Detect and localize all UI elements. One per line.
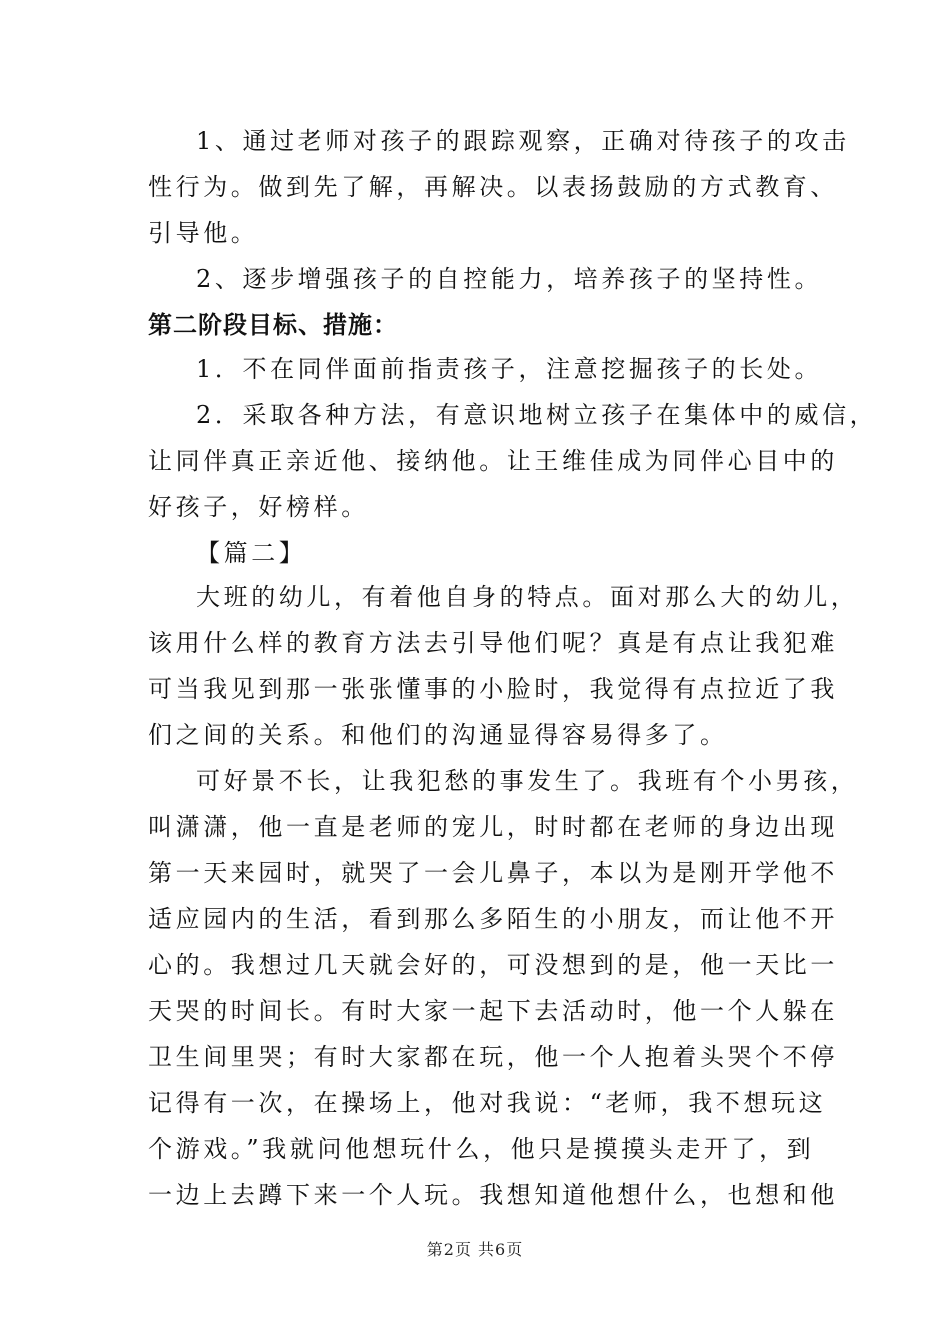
paragraph-line: 引导他。 <box>148 219 259 247</box>
paragraph-line: 1、通过老师对孩子的跟踪观察，正确对待孩子的攻击 <box>196 127 850 155</box>
paragraph-line: 该用什么样的教育方法去引导他们呢？真是有点让我犯难 <box>148 629 838 657</box>
page-number-footer: 第2页 共6页 <box>426 1240 524 1259</box>
paragraph-line: 让同伴真正亲近他、接纳他。让王维佳成为同伴心目中的 <box>148 447 838 475</box>
paragraph-line: 们之间的关系。和他们的沟通显得容易得多了。 <box>148 721 728 749</box>
paragraph-line: 2、逐步增强孩子的自控能力，培养孩子的坚持性。 <box>196 265 823 293</box>
paragraph-line: 叫潇潇，他一直是老师的宠儿，时时都在老师的身边出现 <box>148 813 838 841</box>
paragraph-line: 一边上去蹲下来一个人玩。我想知道他想什么，也想和他 <box>148 1181 838 1209</box>
paragraph-line: 好孩子，好榜样。 <box>148 493 369 521</box>
paragraph-line: 记得有一次，在操场上，他对我说：“老师，我不想玩这 <box>148 1089 827 1117</box>
chapter-heading: 【篇二】 <box>196 539 307 567</box>
paragraph-line: 第一天来园时，就哭了一会儿鼻子，本以为是刚开学他不 <box>148 859 838 887</box>
paragraph-line: 可好景不长，让我犯愁的事发生了。我班有个小男孩， <box>196 767 859 795</box>
paragraph-line: 天哭的时间长。有时大家一起下去活动时，他一个人躲在 <box>148 997 838 1025</box>
paragraph-line: 可当我见到那一张张懂事的小脸时，我觉得有点拉近了我 <box>148 675 838 703</box>
paragraph-line: 性行为。做到先了解，再解决。以表扬鼓励的方式教育、 <box>148 173 838 201</box>
paragraph-line: 心的。我想过几天就会好的，可没想到的是，他一天比一 <box>148 951 838 979</box>
paragraph-line: 大班的幼儿，有着他自身的特点。面对那么大的幼儿， <box>196 583 859 611</box>
paragraph-line: 个游戏。”我就问他想玩什么，他只是摸摸头走开了，到 <box>148 1135 815 1163</box>
paragraph-line: 2．采取各种方法，有意识地树立孩子在集体中的威信， <box>196 401 878 429</box>
paragraph-line: 卫生间里哭；有时大家都在玩，他一个人抱着头哭个不停 <box>148 1043 838 1071</box>
section-heading: 第二阶段目标、措施： <box>148 310 398 339</box>
paragraph-line: 1．不在同伴面前指责孩子，注意挖掘孩子的长处。 <box>196 355 823 383</box>
paragraph-line: 适应园内的生活，看到那么多陌生的小朋友，而让他不开 <box>148 905 838 933</box>
